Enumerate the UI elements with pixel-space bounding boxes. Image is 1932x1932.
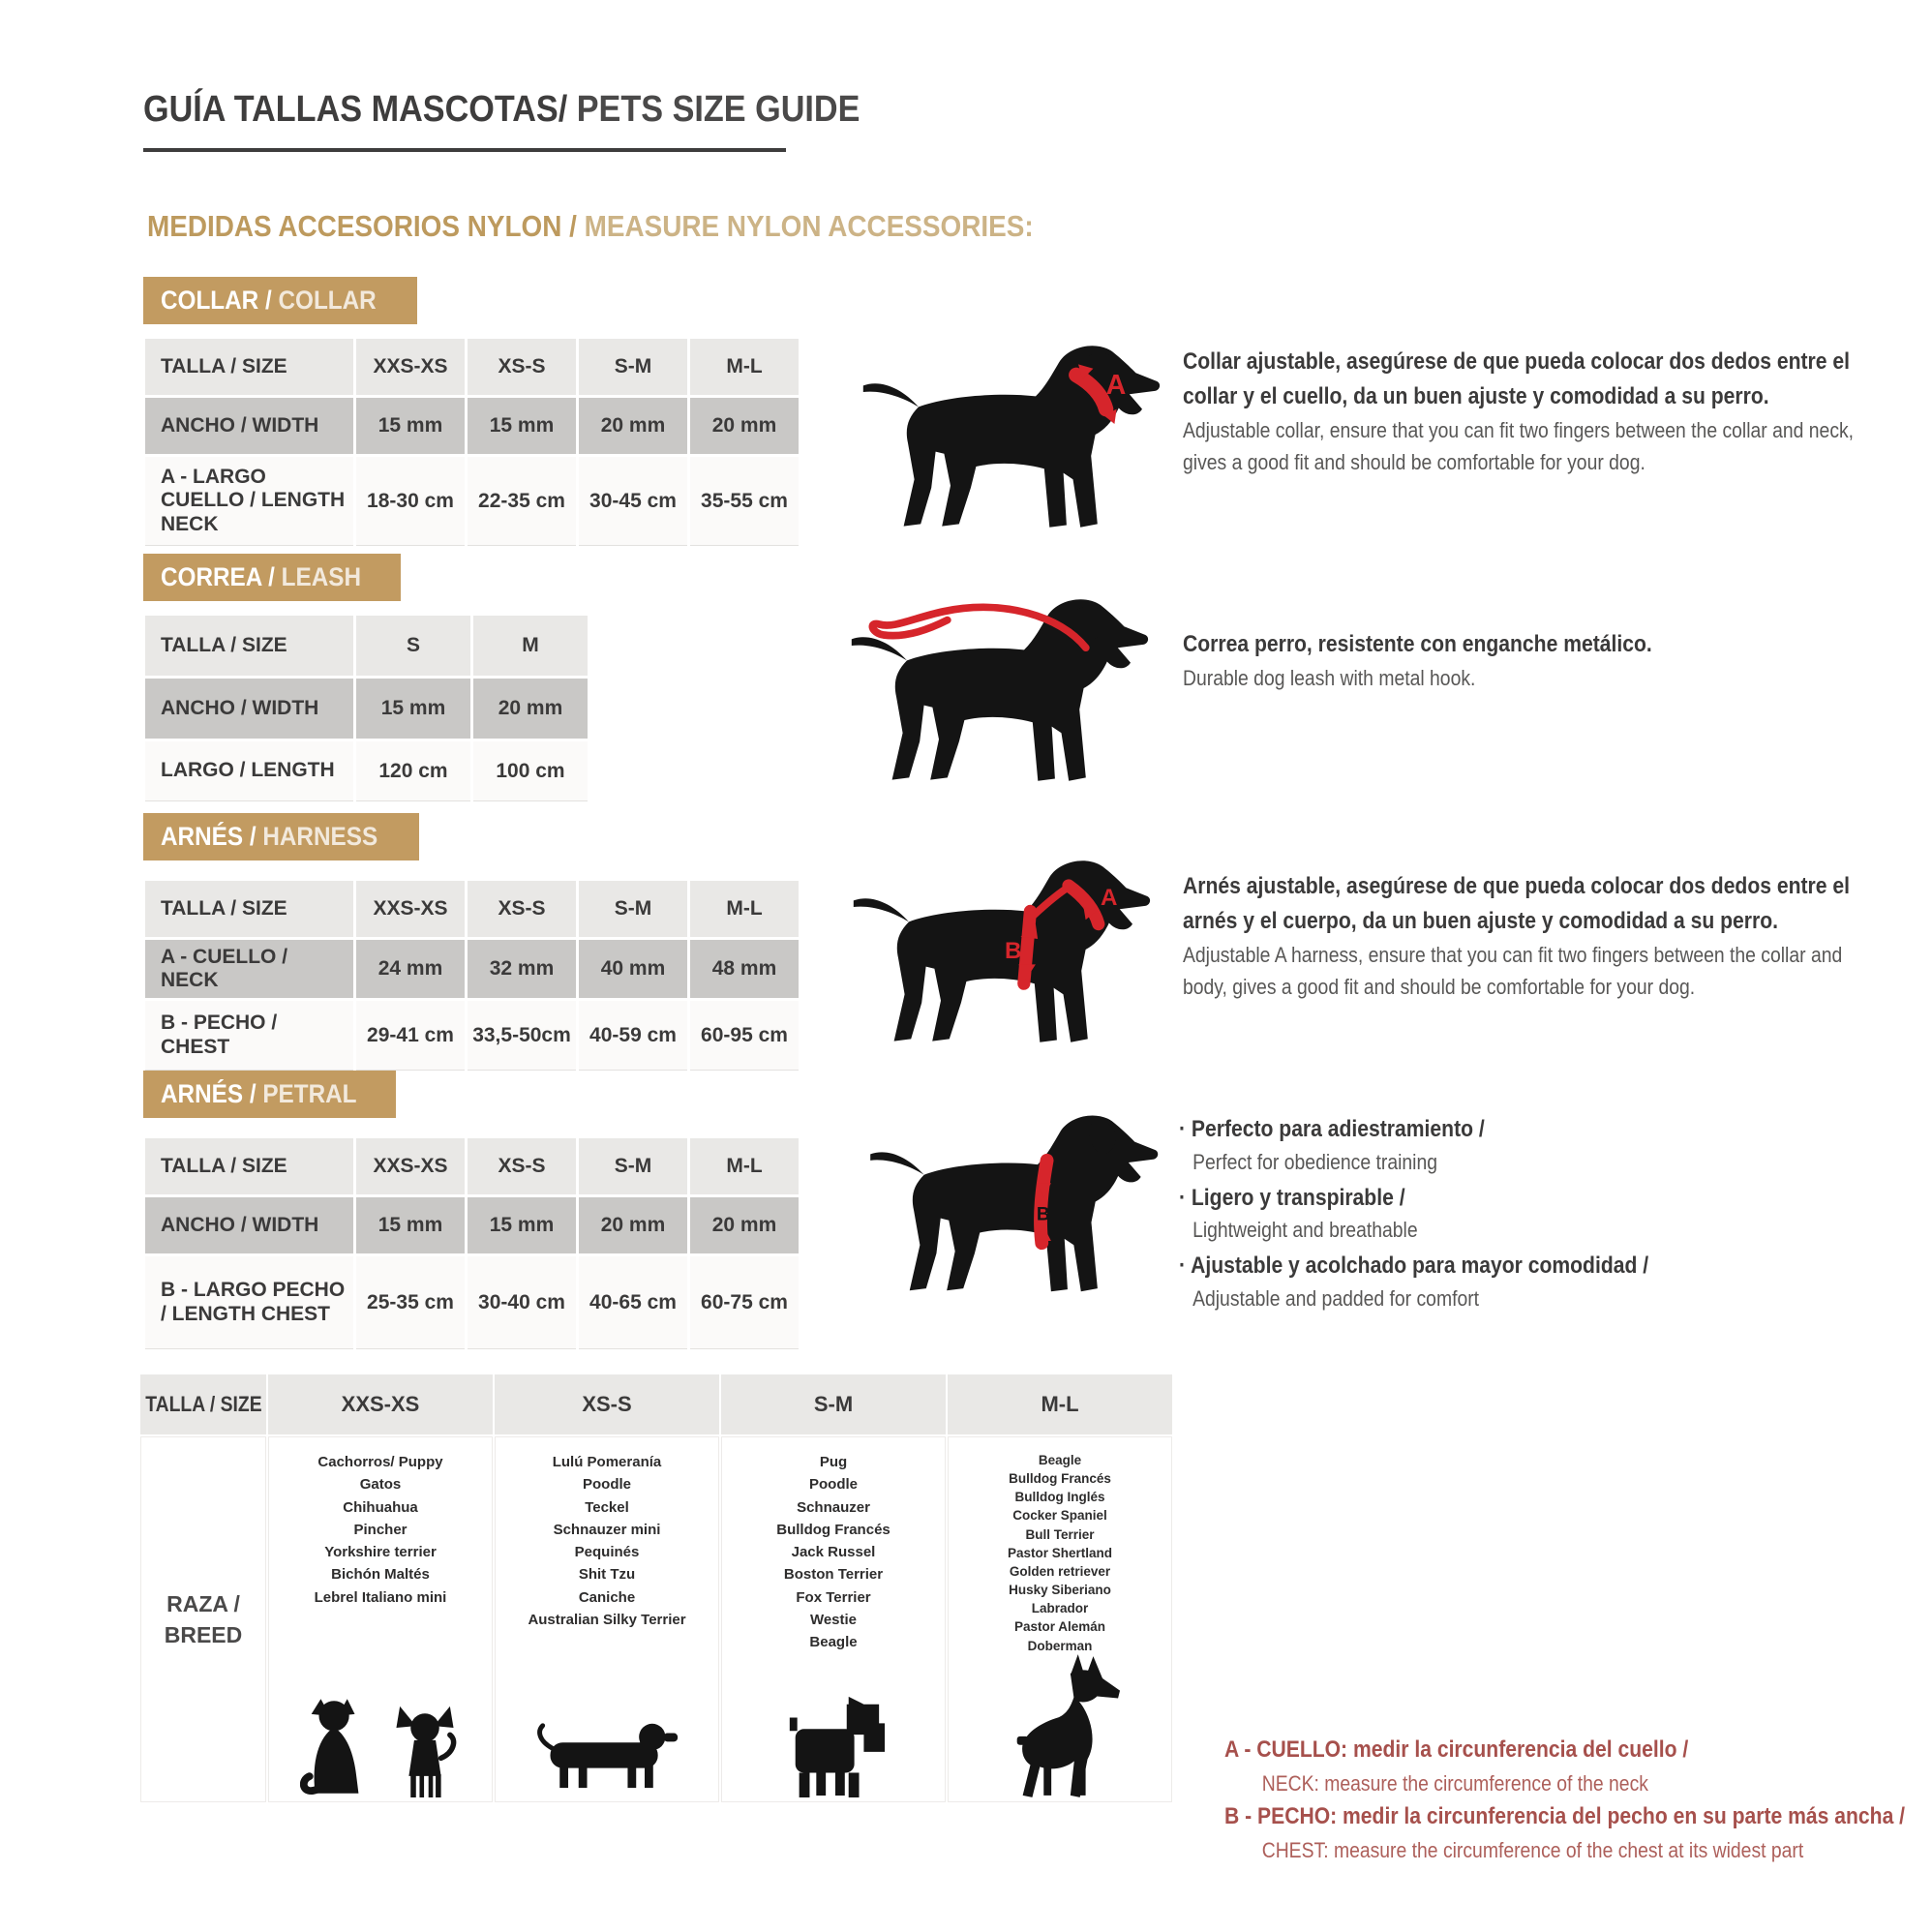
table-cell: 29-41 cm — [356, 1001, 465, 1071]
breed-item: Husky Siberiano — [1009, 1583, 1111, 1598]
breeds-row-label: RAZA / BREED — [140, 1436, 266, 1802]
breed-item: Caniche — [578, 1588, 636, 1606]
table-cell: XXS-XS — [356, 339, 465, 395]
table-cell: 33,5-50cm — [468, 1001, 576, 1071]
dachshund-icon — [531, 1716, 682, 1792]
breed-item: Lulú Pomeranía — [552, 1454, 662, 1470]
breed-item: Pincher — [353, 1521, 408, 1538]
breeds-cell-xs-s — [495, 1436, 719, 1802]
leash-badge-es: CORREA / — [161, 562, 282, 591]
table-cell: 22-35 cm — [468, 457, 576, 546]
table-cell: 20 mm — [579, 1197, 687, 1253]
leash-table — [145, 616, 588, 804]
breed-item: Boston Terrier — [783, 1566, 884, 1584]
table-cell: B - PECHO / CHEST — [145, 1001, 353, 1071]
petral-bullet-es: · Ajustable y acolchado para mayor comodidad / — [1179, 1250, 1878, 1283]
breed-item: Beagle — [1038, 1453, 1082, 1467]
table-cell: 35-55 cm — [690, 457, 799, 546]
dog-silhouette-collar — [844, 317, 1163, 552]
harness-description — [1183, 869, 1918, 1003]
harness-desc-en: Adjustable A harness, ensure that you can fit two fingers between the collar and body, gives a good fit and should be comfortable for your dog. — [1183, 943, 1843, 999]
table-cell: 100 cm — [473, 741, 588, 801]
table-cell: 32 mm — [468, 940, 576, 998]
collar-desc-es: Collar ajustable, asegúrese de que pueda colocar dos dedos entre el collar y el cuello, da un buen ajuste y comodidad a su perro. — [1183, 348, 1850, 409]
table-cell: M-L — [690, 1138, 799, 1194]
page-title-es: GUÍA TALLAS MASCOTAS/ — [143, 89, 568, 130]
table-cell: 20 mm — [579, 398, 687, 454]
harness-badge-es: ARNÉS / — [161, 822, 263, 851]
table-cell: TALLA / SIZE — [145, 881, 353, 937]
petral-dog-figure — [852, 1088, 1162, 1315]
subtitle-es: MEDIDAS ACCESORIOS NYLON / — [147, 209, 585, 243]
dog-silhouette-leash — [832, 571, 1152, 805]
table-row — [145, 1197, 799, 1253]
table-cell: A - LARGO CUELLO / LENGTH NECK — [145, 457, 353, 546]
table-row — [145, 339, 799, 395]
table-cell: B - LARGO PECHO / LENGTH CHEST — [145, 1256, 353, 1349]
breed-item: Gatos — [359, 1476, 402, 1494]
breed-item: Pequinés — [574, 1544, 640, 1560]
petral-bullet-es: · Ligero y transpirable / — [1179, 1182, 1878, 1216]
table-cell: 40-65 cm — [579, 1256, 687, 1349]
breeds-cell-xxs-xs — [268, 1436, 493, 1802]
table-cell: M-L — [690, 881, 799, 937]
table-cell: 40-59 cm — [579, 1001, 687, 1071]
breeds-table — [140, 1374, 1172, 1802]
breeds-silhouettes-xs-s — [496, 1716, 718, 1792]
table-cell: TALLA / SIZE — [145, 616, 353, 676]
dog-silhouette-harness — [834, 832, 1154, 1067]
collar-dog-figure — [844, 317, 1163, 552]
breed-item: Poodle — [582, 1476, 631, 1494]
breed-item: Jack Russel — [791, 1544, 876, 1560]
table-cell: ANCHO / WIDTH — [145, 1197, 353, 1253]
breed-item: Bulldog Francés — [776, 1521, 891, 1538]
breed-item: Bulldog Francés — [1009, 1471, 1111, 1487]
petral-features — [1179, 1113, 1932, 1318]
table-cell: 18-30 cm — [356, 457, 465, 546]
breed-item: Beagle — [809, 1634, 858, 1650]
subtitle-en: MEASURE NYLON ACCESSORIES: — [584, 209, 1034, 243]
breed-item: Bichón Maltés — [331, 1566, 430, 1584]
table-cell: LARGO / LENGTH — [145, 741, 353, 801]
table-cell: 15 mm — [356, 1197, 465, 1253]
petral-badge-es: ARNÉS / — [161, 1079, 263, 1108]
harness-desc-es: Arnés ajustable, asegúrese de que pueda colocar dos dedos entre el arnés y el cuerpo, da un buen ajuste y comodidad a su perro. — [1183, 873, 1850, 934]
harness-badge — [143, 813, 419, 860]
breeds-silhouettes-xxs — [269, 1695, 492, 1797]
table-cell: 25-35 cm — [356, 1256, 465, 1349]
table-row — [145, 616, 588, 676]
table-cell: XXS-XS — [356, 1138, 465, 1194]
table-row — [145, 457, 799, 546]
collar-marker-a: A — [1105, 370, 1127, 402]
table-cell: ANCHO / WIDTH — [145, 398, 353, 454]
table-row — [145, 881, 799, 937]
table-cell: 20 mm — [690, 1197, 799, 1253]
breed-item: Schnauzer — [797, 1498, 870, 1516]
petral-table — [145, 1138, 799, 1352]
breeds-body-row — [140, 1436, 1172, 1802]
breeds-cell-s-m — [721, 1436, 946, 1802]
table-cell: 15 mm — [356, 679, 470, 739]
leash-badge — [143, 554, 401, 601]
breed-item: Pug — [819, 1454, 848, 1470]
table-cell: 30-40 cm — [468, 1256, 576, 1349]
schnauzer-icon — [780, 1691, 887, 1797]
breed-item: Westie — [809, 1611, 858, 1628]
collar-table — [145, 339, 799, 549]
breed-item: Cachorros/ Puppy — [317, 1454, 443, 1470]
breed-item: Fox Terrier — [796, 1588, 871, 1606]
table-cell: 15 mm — [468, 1197, 576, 1253]
note-a-es: A - CUELLO: medir la circunferencia del cuello / — [1224, 1736, 1689, 1763]
table-row — [145, 1001, 799, 1071]
table-cell: S — [356, 616, 470, 676]
breeds-header-row — [140, 1374, 1172, 1434]
leash-description — [1183, 627, 1918, 694]
table-cell: S-M — [579, 881, 687, 937]
breed-item: Labrador — [1031, 1601, 1089, 1616]
table-cell: TALLA / SIZE — [145, 1138, 353, 1194]
table-row — [145, 1138, 799, 1194]
table-cell: 40 mm — [579, 940, 687, 998]
collar-badge-en: COLLAR — [278, 286, 377, 315]
table-cell: A - CUELLO / NECK — [145, 940, 353, 998]
leash-desc-en: Durable dog leash with metal hook. — [1183, 666, 1476, 690]
breeds-header-cell: XS-S — [495, 1374, 719, 1434]
table-cell: S-M — [579, 1138, 687, 1194]
petral-bullet-en: Adjustable and padded for comfort — [1192, 1286, 1480, 1312]
cat-icon — [300, 1695, 374, 1797]
petral-marker-b: B — [1036, 1204, 1050, 1225]
breed-item: Pastor Shertland — [1007, 1545, 1113, 1560]
collar-badge-es: COLLAR / — [161, 286, 279, 315]
table-cell: 15 mm — [468, 398, 576, 454]
table-cell: XS-S — [468, 339, 576, 395]
table-row — [145, 679, 588, 739]
breed-item: Pastor Alemán — [1013, 1619, 1106, 1635]
breeds-cell-m-l — [948, 1436, 1172, 1802]
collar-badge — [143, 277, 417, 324]
breed-item: Poodle — [808, 1476, 858, 1494]
breeds-header-cell: TALLA / SIZE — [140, 1374, 266, 1434]
table-cell: M-L — [690, 339, 799, 395]
breeds-header-cell: XXS-XS — [268, 1374, 493, 1434]
chihuahua-icon — [389, 1705, 461, 1797]
breed-list — [722, 1437, 945, 1653]
breed-item: Yorkshire terrier — [324, 1544, 437, 1560]
collar-description — [1183, 345, 1918, 478]
harness-badge-en: HARNESS — [262, 822, 378, 851]
breed-item: Bulldog Inglés — [1014, 1490, 1105, 1505]
doberman-icon — [998, 1654, 1122, 1799]
note-a-en: NECK: measure the circumference of the neck — [1261, 1771, 1648, 1796]
table-cell: XXS-XS — [356, 881, 465, 937]
breed-list — [949, 1437, 1171, 1655]
table-cell: 60-75 cm — [690, 1256, 799, 1349]
table-cell: S-M — [579, 339, 687, 395]
table-cell: 120 cm — [356, 741, 470, 801]
table-row — [145, 398, 799, 454]
breed-item: Chihuahua — [343, 1498, 418, 1516]
petral-bullet-en: Perfect for obedience training — [1192, 1149, 1437, 1174]
dog-silhouette-petral — [852, 1088, 1162, 1315]
petral-bullet-en: Lightweight and breathable — [1192, 1218, 1418, 1243]
breed-list — [269, 1437, 492, 1609]
table-cell: ANCHO / WIDTH — [145, 679, 353, 739]
table-cell: 20 mm — [690, 398, 799, 454]
breeds-silhouettes-s-m — [722, 1691, 945, 1797]
note-b-en: CHEST: measure the circumference of the chest at its widest part — [1261, 1838, 1804, 1862]
table-cell: TALLA / SIZE — [145, 339, 353, 395]
petral-badge-en: PETRAL — [262, 1079, 357, 1108]
breeds-header-cell: S-M — [721, 1374, 946, 1434]
page-title-block — [143, 89, 860, 152]
breed-item: Teckel — [585, 1498, 629, 1516]
note-b-es: B - PECHO: medir la circunferencia del pecho en su parte más ancha / — [1224, 1803, 1906, 1829]
harness-marker-a: A — [1101, 884, 1118, 911]
table-cell: 30-45 cm — [579, 457, 687, 546]
table-cell: 48 mm — [690, 940, 799, 998]
table-row — [145, 1256, 799, 1349]
table-cell: 20 mm — [473, 679, 588, 739]
table-cell: 15 mm — [356, 398, 465, 454]
page-title — [143, 89, 860, 131]
page-subtitle — [147, 209, 1132, 244]
leash-dog-figure — [832, 571, 1152, 805]
page-title-en: PETS SIZE GUIDE — [567, 89, 860, 130]
breed-list — [496, 1437, 718, 1631]
measurement-notes — [1224, 1733, 1932, 1866]
breed-item: Cocker Spaniel — [1012, 1508, 1107, 1524]
table-cell: XS-S — [468, 881, 576, 937]
breeds-silhouettes-m-l — [949, 1654, 1171, 1799]
leash-desc-es: Correa perro, resistente con enganche metálico. — [1183, 631, 1652, 657]
collar-desc-en: Adjustable collar, ensure that you can fit two fingers between the collar and neck, gives a good fit and should be comfortable for your dog. — [1183, 418, 1855, 474]
breed-item: Schnauzer mini — [553, 1521, 661, 1538]
petral-badge — [143, 1071, 396, 1118]
breed-item: Australian Silky Terrier — [528, 1611, 686, 1628]
breed-item: Bull Terrier — [1025, 1526, 1095, 1542]
table-cell: XS-S — [468, 1138, 576, 1194]
table-cell: M — [473, 616, 588, 676]
breed-item: Golden retriever — [1009, 1563, 1111, 1579]
breed-item: Shit Tzu — [578, 1566, 636, 1584]
table-cell: 60-95 cm — [690, 1001, 799, 1071]
leash-badge-en: LEASH — [281, 562, 362, 591]
harness-table — [145, 881, 799, 1073]
breed-item: Doberman — [1027, 1638, 1093, 1653]
harness-dog-figure — [834, 832, 1154, 1067]
table-cell: 24 mm — [356, 940, 465, 998]
table-row — [145, 741, 588, 801]
petral-bullet-es: · Perfecto para adiestramiento / — [1179, 1113, 1878, 1147]
breeds-header-cell: M-L — [948, 1374, 1172, 1434]
harness-marker-b: B — [1005, 937, 1022, 964]
breed-item: Lebrel Italiano mini — [314, 1588, 447, 1606]
table-row — [145, 940, 799, 998]
